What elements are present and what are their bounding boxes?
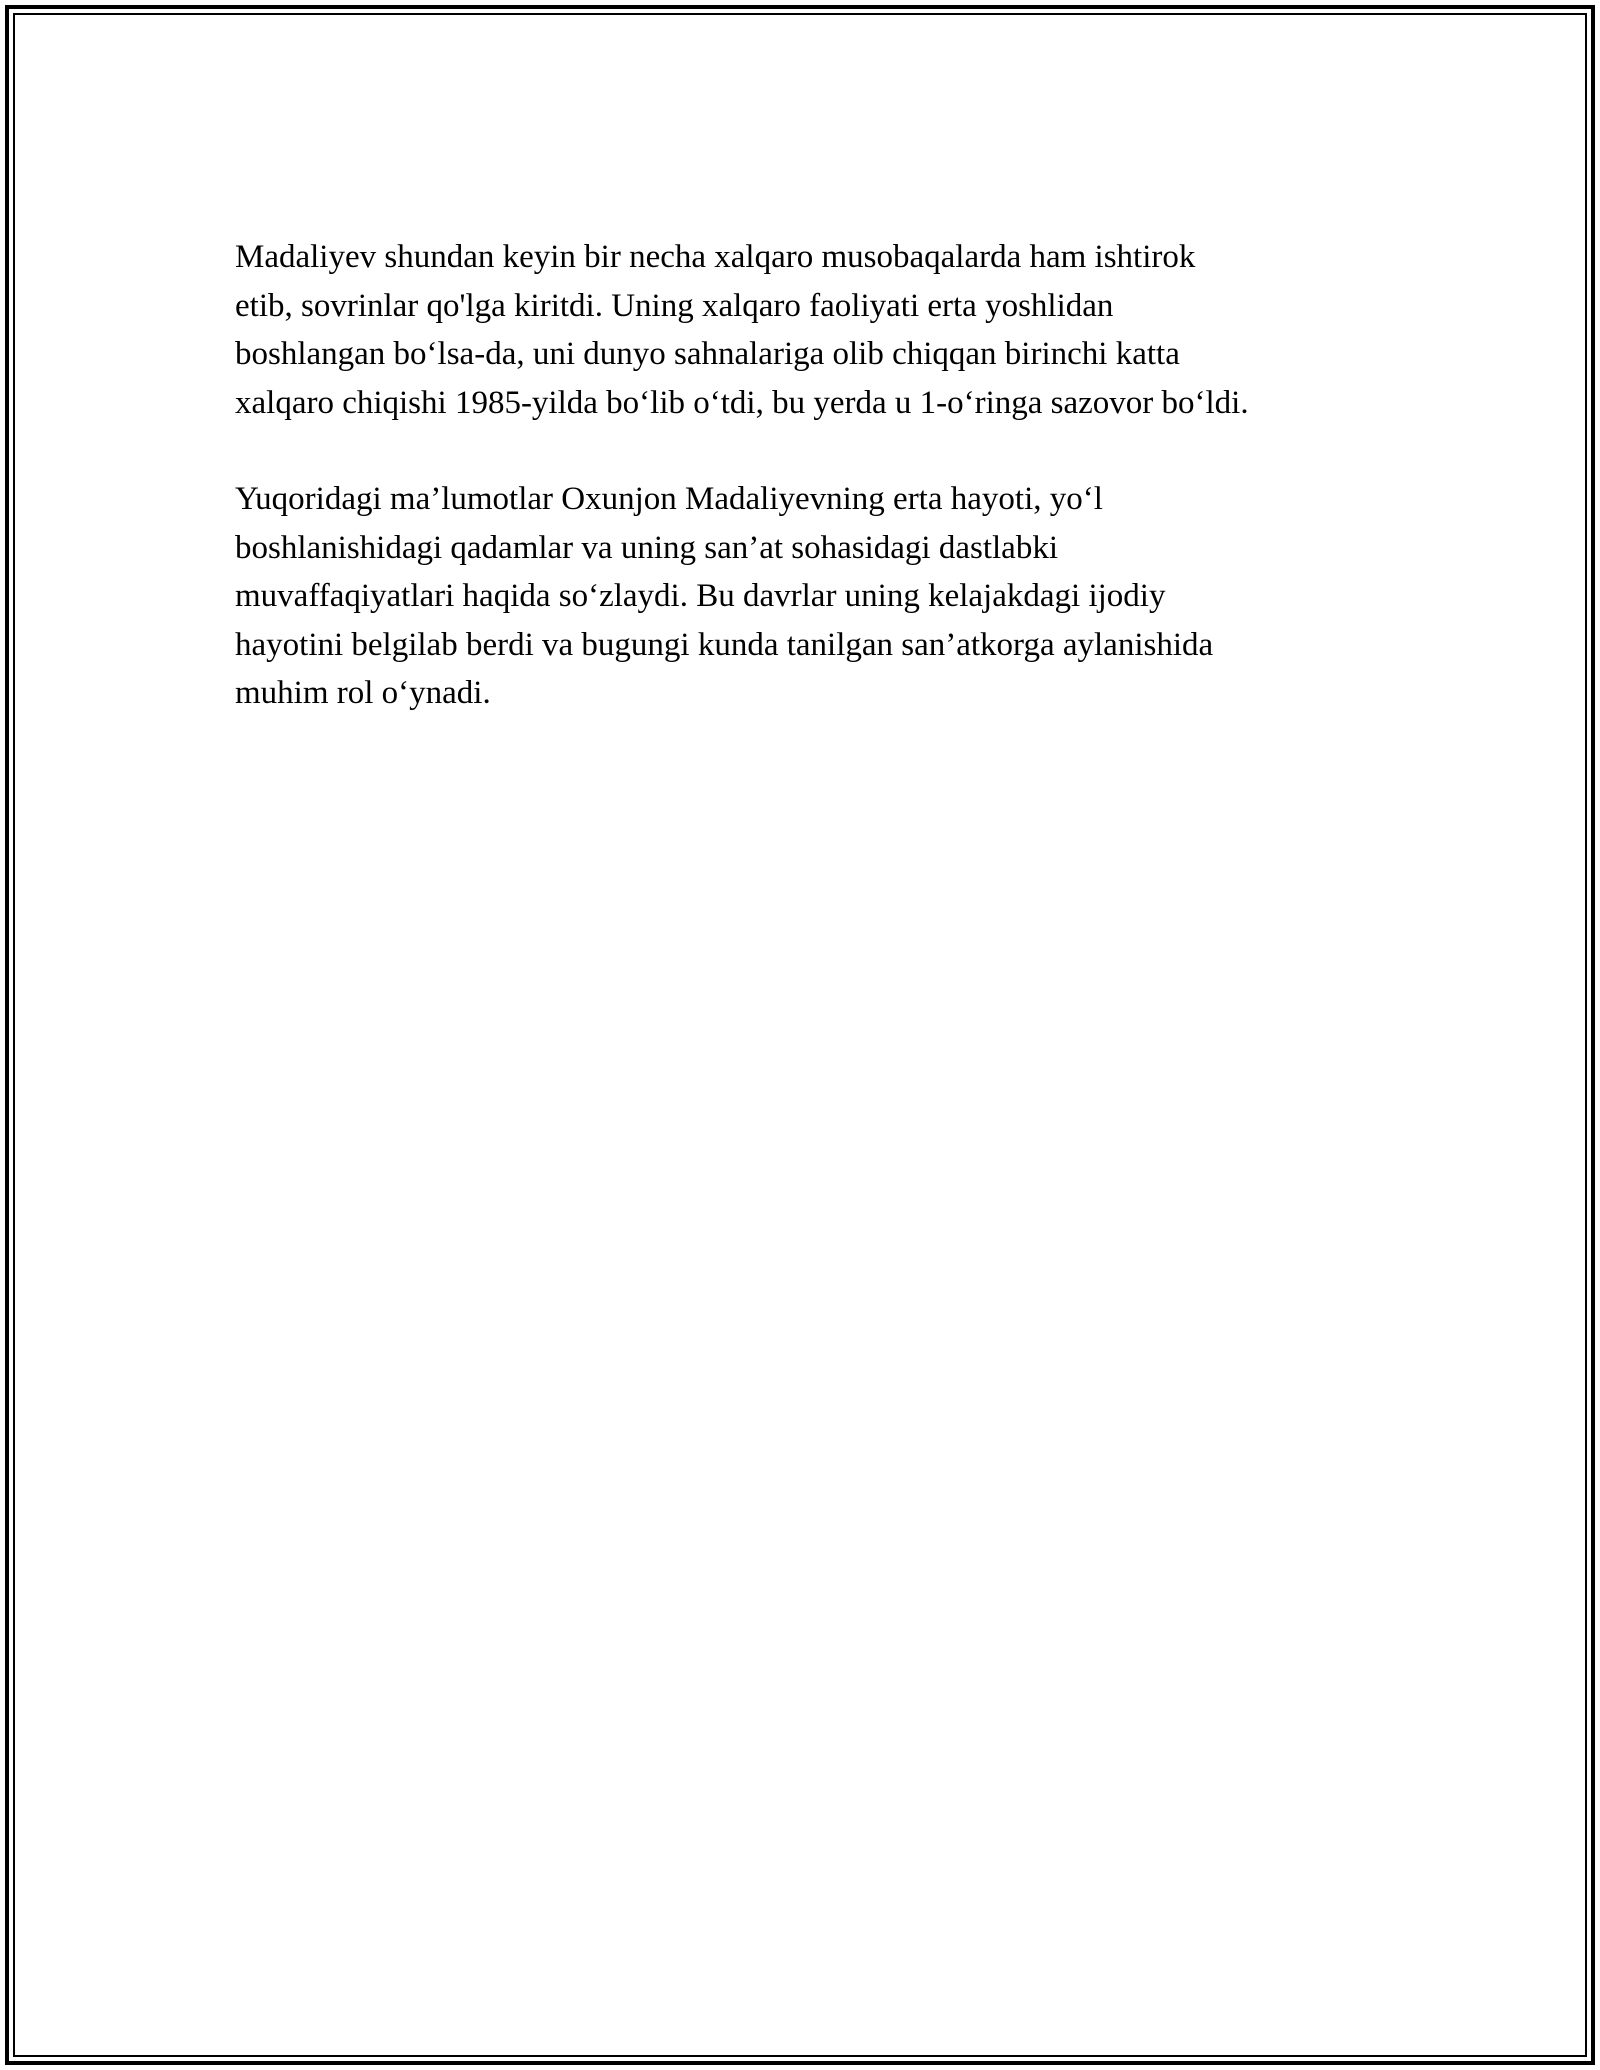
- paragraph-line: boshlanishidagi qadamlar va uning san’at sohasidagi dastlabki: [235, 529, 1058, 566]
- paragraph-line: Madaliyev shundan keyin bir necha xalqaro musobaqalarda ham ishtirok: [235, 239, 1196, 275]
- paragraph-line: muvaffaqiyatlari haqida so‘zlaydi. Bu davrlar uning kelajakdagi ijodiy: [235, 578, 1166, 614]
- paragraph-line: xalqaro chiqishi 1985-yilda bo‘lib o‘tdi, bu yerda u 1-o‘ringa sazovor bo‘ldi.: [235, 384, 1249, 421]
- paragraph-1: [235, 233, 1370, 427]
- document-body: [235, 233, 1370, 718]
- paragraph-line: boshlangan bo‘lsa-da, uni dunyo sahnalariga olib chiqqan birinchi katta: [235, 336, 1180, 372]
- paragraph-line: hayotini belgilab berdi va bugungi kunda tanilgan san’atkorga aylanishida: [235, 626, 1214, 663]
- paragraph-line: etib, sovrinlar qo'lga kiritdi. Uning xalqaro faoliyati erta yoshlidan: [235, 287, 1114, 324]
- paragraph-2: [235, 475, 1370, 718]
- paragraph-line: muhim rol o‘ynadi.: [235, 675, 491, 711]
- paragraph-line: Yuqoridagi ma’lumotlar Oxunjon Madaliyevning erta hayoti, yo‘l: [235, 481, 1103, 517]
